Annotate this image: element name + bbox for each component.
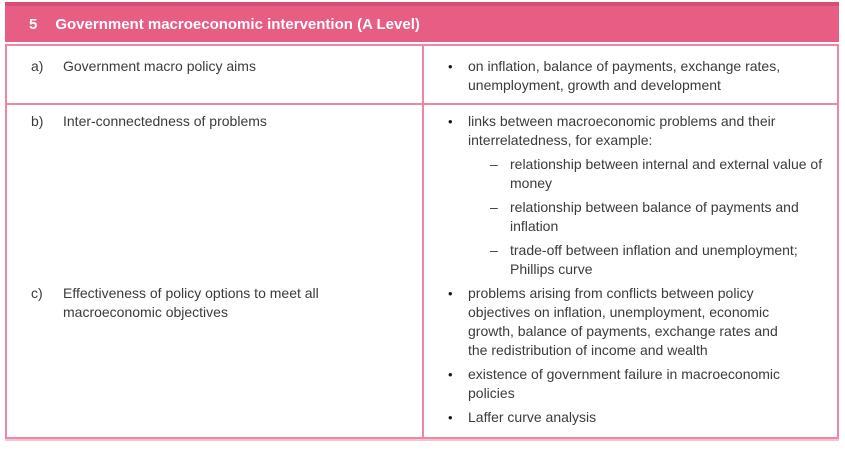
section-number: 5 [29,15,38,33]
bullet-icon: • [448,367,453,382]
topic-item [31,284,408,322]
point-text: Laffer curve analysis [468,409,597,425]
bullet-point [448,284,823,360]
details-cell [424,46,837,103]
point-text: on inflation, balance of payments, exchange rates, unemployment, growth and development [468,58,781,93]
dash-icon: – [490,199,498,215]
syllabus-table [5,2,839,439]
topic-marker: a) [31,58,44,74]
topic-marker: b) [31,113,44,129]
details-cell [424,105,837,437]
bullet-point [448,57,823,95]
bullet-icon: • [448,59,453,74]
point-text: relationship between balance of payments and inflation [510,199,799,234]
table-row [7,103,837,437]
topic-label: Effectiveness of policy options to meet all macroeconomic objectives [63,285,319,320]
table-body [5,44,839,439]
dash-icon: – [490,156,498,172]
bullet-point [448,408,823,427]
section-header [5,2,839,42]
bullet-point [448,112,823,150]
point-text: links between macroeconomic problems and their interrelatedness, for example: [468,113,776,148]
point-text: existence of government failure in macroeconomic policies [468,366,781,401]
sub-point [448,155,823,193]
section-title: Government macroeconomic intervention (A Level) [55,15,420,33]
bullet-icon: • [448,286,453,301]
topic-cell [7,46,424,103]
dash-icon: – [490,242,498,258]
sub-point [448,241,823,279]
topic-item [31,112,408,131]
table-row [7,46,837,103]
topic-label: Inter-connectedness of problems [63,113,267,129]
point-text: trade-off between inflation and unemployment; Phillips curve [510,242,798,277]
topic-marker: c) [31,285,43,301]
topic-item [31,57,408,76]
point-text: problems arising from conflicts between policy objectives on inflation, unemployment, economic growth, balance of payments, exchange rates and the redistribution of income and wealth [468,285,778,358]
topic-label: Government macro policy aims [63,58,256,74]
bullet-icon: • [448,410,453,425]
topic-cell [7,105,424,437]
bullet-icon: • [448,114,453,129]
point-text: relationship between internal and external value of money [510,156,823,191]
sub-point [448,198,823,236]
bullet-point [448,365,823,403]
